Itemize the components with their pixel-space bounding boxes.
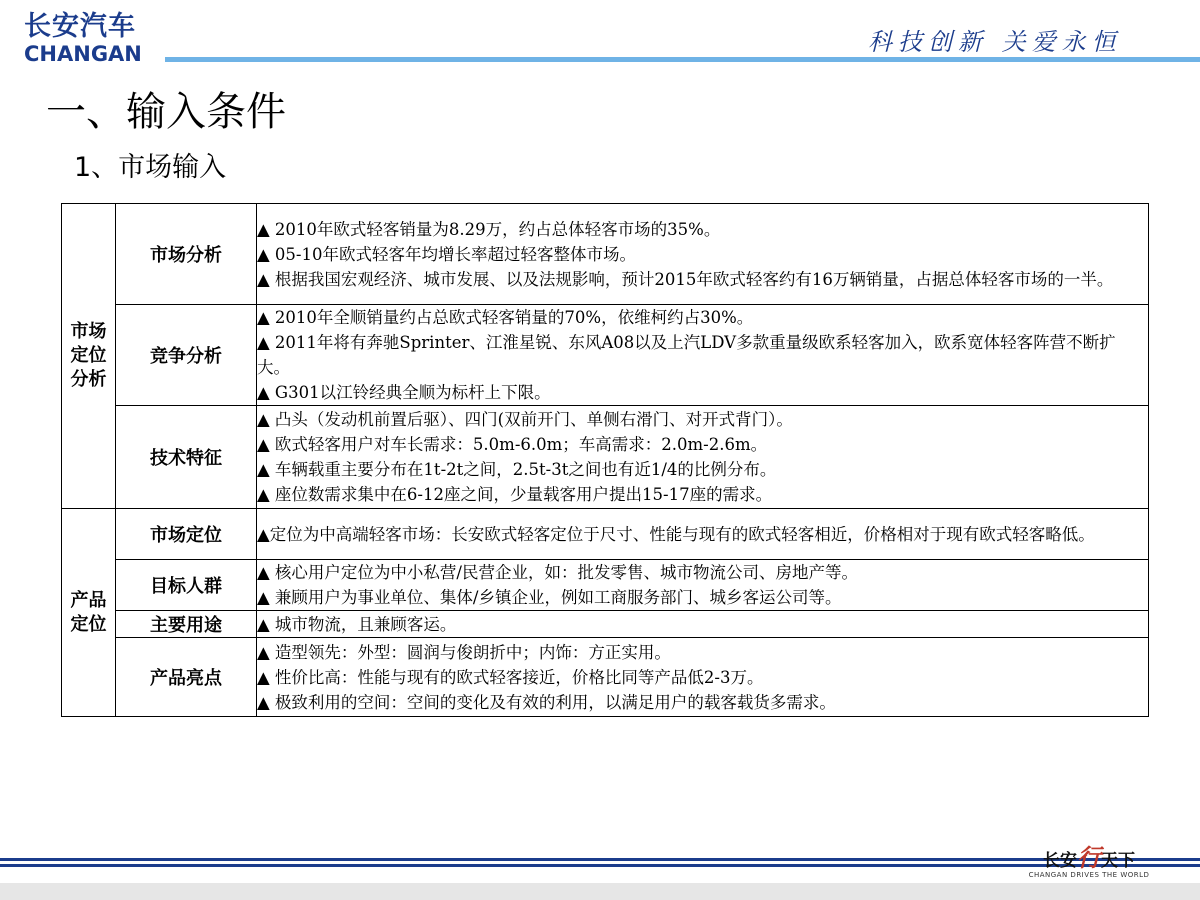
changan-logo [24, 12, 160, 66]
description-line: ▲ G301以江铃经典全顺为标杆上下限。 [257, 383, 551, 402]
logo-chinese-text: 长安汽车 [24, 11, 136, 42]
category-label: 产品 定位 [70, 589, 107, 635]
description-line: ▲ 城市物流，且兼顾客运。 [257, 614, 457, 634]
description-line: ▲ 2011年将有奔驰Sprinter、江淮星锐、东风A08以及上汽LDV多款重量级欧系轻客加入，欧系宽体轻客阵营不断扩大。 [257, 333, 1116, 377]
page-title: 一、输入条件 [46, 89, 286, 135]
description-line: ▲ 造型领先：外型：圆润与俊朗折中；内饰：方正实用。 [257, 642, 671, 662]
description-line: ▲定位为中高端轻客市场：长安欧式轻客定位于尺寸、性能与现有的欧式轻客相近，价格相对于现有欧式轻客略低。 [257, 524, 1095, 544]
header-slogan: 科技创新 关爱永恒 [868, 28, 1122, 56]
description-cell [257, 509, 1149, 560]
footer-logo [1014, 838, 1164, 879]
subcategory-cell [116, 204, 257, 305]
description-cell [257, 560, 1149, 611]
description-line: ▲ 根据我国宏观经济、城市发展、以及法规影响，预计2015年欧式轻客约有16万辆销量，占据总体轻客市场的一半。 [257, 269, 1114, 289]
table-row [62, 560, 1149, 611]
footer-logo-right: 天下 [1101, 851, 1135, 871]
subcategory-cell [116, 509, 257, 560]
market-input-table [61, 203, 1149, 717]
footer-strip [0, 883, 1200, 900]
logo-english-text: CHANGAN [24, 42, 142, 66]
section-title: 1、市场输入 [74, 152, 227, 183]
description-line: ▲ 座位数需求集中在6-12座之间，少量载客用户提出15-17座的需求。 [257, 485, 773, 504]
table-row [62, 611, 1149, 638]
subcategory-label: 主要用途 [150, 615, 222, 636]
subcategory-label: 目标人群 [150, 576, 222, 597]
footer-logo-left: 长安 [1043, 851, 1077, 871]
subcategory-label: 市场定位 [150, 525, 222, 546]
subcategory-cell [116, 638, 257, 717]
description-line: ▲ 2010年全顺销量约占总欧式轻客销量的70%，依维柯约占30%。 [257, 308, 754, 327]
description-line: ▲ 性价比高：性能与现有的欧式轻客接近，价格比同等产品低2-3万。 [257, 667, 764, 687]
subcategory-label: 市场分析 [150, 245, 222, 266]
description-cell [257, 204, 1149, 305]
description-line: ▲ 凸头（发动机前置后驱）、四门(双前开门、单侧右滑门、对开式背门）。 [257, 410, 793, 429]
description-line: ▲ 兼顾用户为事业单位、集体/乡镇企业，例如工商服务部门、城乡客运公司等。 [257, 588, 842, 607]
description-cell [257, 611, 1149, 638]
description-cell [257, 638, 1149, 717]
description-cell [257, 305, 1149, 406]
table-row [62, 638, 1149, 717]
category-label: 市场 定位 分析 [70, 321, 107, 390]
description-line: ▲ 欧式轻客用户对车长需求：5.0m-6.0m；车高需求：2.0m-2.6m。 [257, 435, 768, 454]
footer-logo-english: CHANGAN DRIVES THE WORLD [1028, 871, 1150, 879]
description-line: ▲ 2010年欧式轻客销量为8.29万，约占总体轻客市场的35%。 [257, 219, 721, 239]
subcategory-cell [116, 611, 257, 638]
subcategory-label: 技术特征 [150, 448, 222, 469]
subcategory-cell [116, 305, 257, 406]
table-row [62, 204, 1149, 305]
header-divider [165, 57, 1200, 62]
subcategory-cell [116, 406, 257, 509]
subcategory-cell [116, 560, 257, 611]
category-cell [62, 509, 116, 717]
description-cell [257, 406, 1149, 509]
subcategory-label: 产品亮点 [150, 668, 222, 689]
table-row [62, 406, 1149, 509]
description-line: ▲ 车辆载重主要分布在1t-2t之间，2.5t-3t之间也有近1/4的比例分布。 [257, 460, 777, 479]
footer-logo-mid: 行 [1077, 844, 1101, 872]
category-cell [62, 204, 116, 509]
description-line: ▲ 核心用户定位为中小私营/民营企业，如：批发零售、城市物流公司、房地产等。 [257, 563, 858, 582]
description-line: ▲ 极致利用的空间：空间的变化及有效的利用，以满足用户的载客载货多需求。 [257, 692, 836, 712]
table-row [62, 509, 1149, 560]
subcategory-label: 竞争分析 [150, 346, 222, 367]
table-row [62, 305, 1149, 406]
description-line: ▲ 05-10年欧式轻客年均增长率超过轻客整体市场。 [257, 244, 637, 264]
